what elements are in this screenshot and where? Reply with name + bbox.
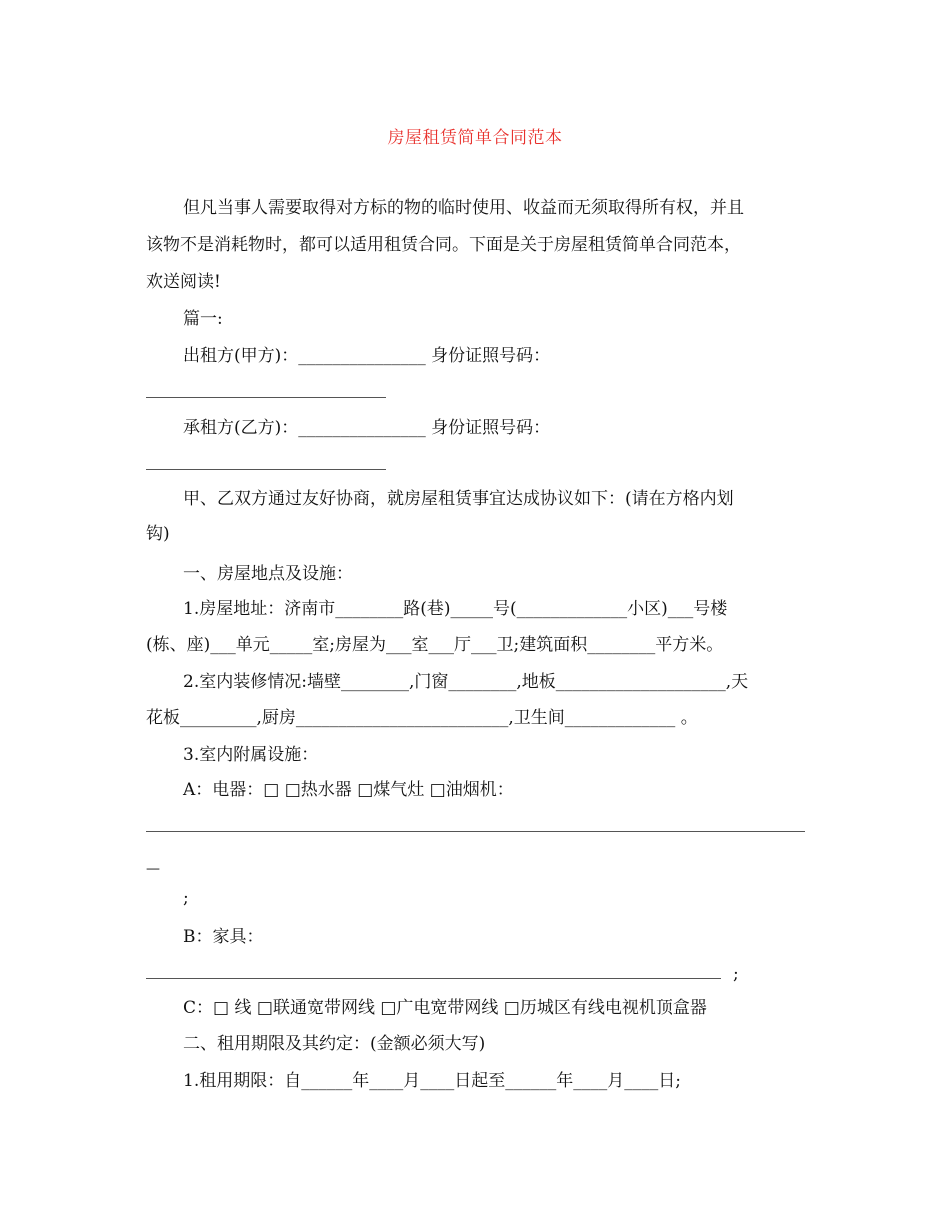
paragraph-line: 甲、乙双方通过友好协商，就房屋租赁事宜达成协议如下：(请在方格内划 [183,489,734,509]
section-label: 篇一: [183,309,223,329]
address-line-cont: (栋、座)___单元_____室;房屋为___室___厅___卫;建筑面积________平方米。 [146,635,724,655]
semicolon: ; [733,964,739,984]
paragraph-line: 但凡当事人需要取得对方标的物的临时使用、收益而无须取得所有权，并且 [183,198,744,218]
blank-underline [146,397,386,398]
facilities-heading: 3.室内附属设施： [183,745,319,765]
paragraph-line: 欢送阅读! [146,272,221,292]
semicolon: ; [183,888,189,908]
document-title: 房屋租赁简单合同范本 [387,128,563,148]
network-line: C：□ 线 □联通宽带网线 □广电宽带网线 □历城区有线电视机顶盒器 [183,998,707,1018]
address-line: 1.房屋地址：济南市________路(巷)_____号(_____________小区)___号楼 [183,599,728,619]
appliance-line: A：电器：□ □热水器 □煤气灶 □油烟机： [183,780,514,800]
blank-underline [146,978,721,979]
lessee-line: 承租方(乙方)：_______________ 身份证照号码： [183,418,551,438]
lease-term-line: 1.租用期限：自______年____月____日起至______年____月____日; [183,1071,681,1091]
section-heading: 一、房屋地点及设施： [183,564,353,584]
blank-underline [146,831,805,832]
lessor-line: 出租方(甲方)：_______________ 身份证照号码： [183,346,551,366]
underline-continuation: — [146,861,160,877]
decoration-line: 2.室内装修情况:墙壁________,门窗________,地板____________________,天 [183,672,749,692]
furniture-line: B：家具： [183,927,264,947]
paragraph-line: 钩) [146,524,170,544]
paragraph-line: 该物不是消耗物时，都可以适用租赁合同。下面是关于房屋租赁简单合同范本， [146,235,741,255]
blank-underline [146,469,386,470]
decoration-line-cont: 花板_________,厨房_________________________,卫生间_____________ 。 [146,708,698,728]
section-heading: 二、租用期限及其约定：(金额必须大写) [183,1034,486,1054]
